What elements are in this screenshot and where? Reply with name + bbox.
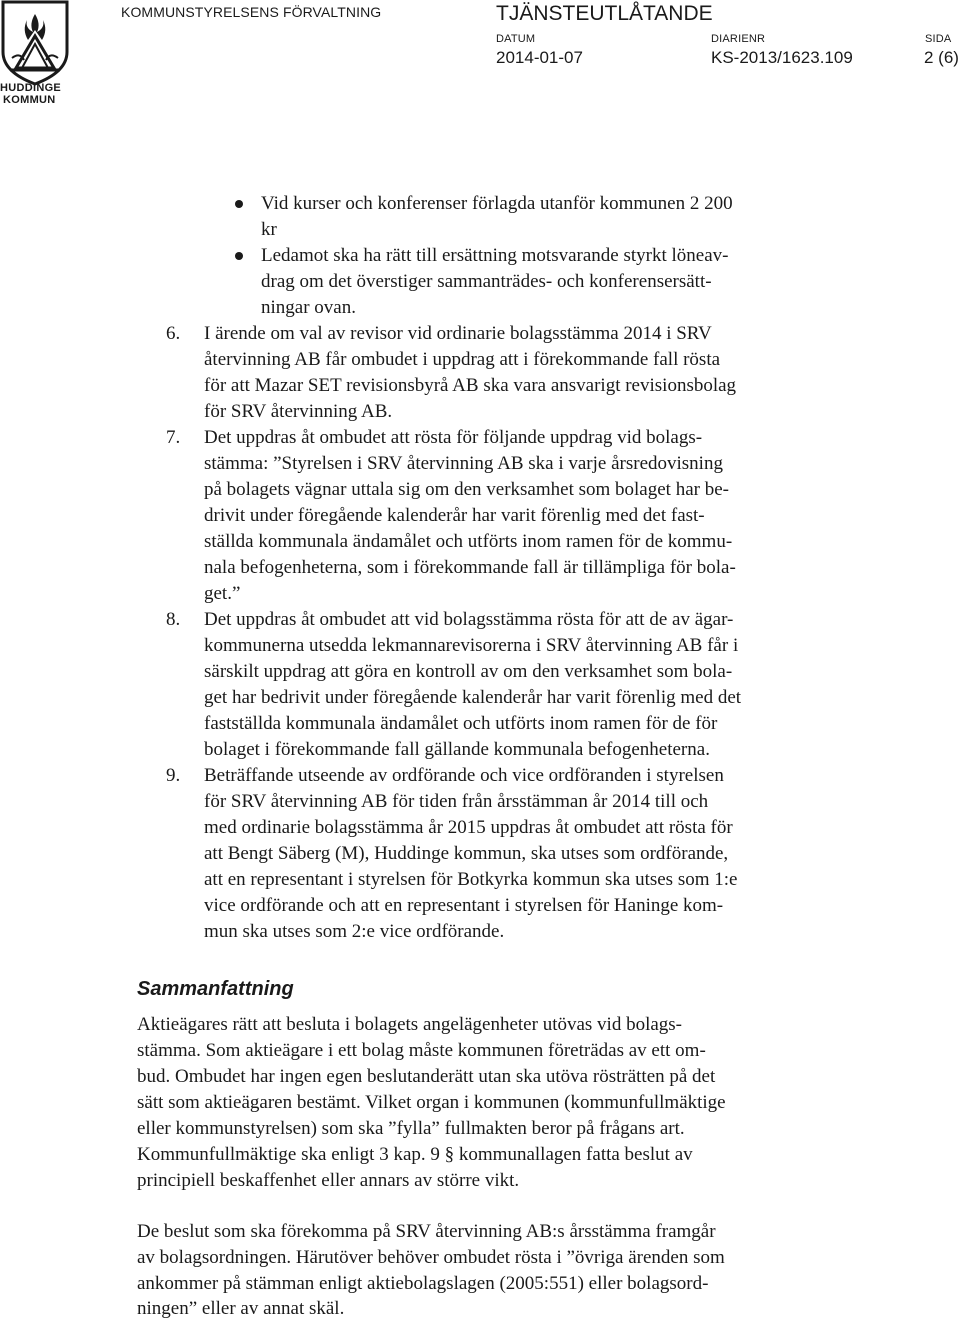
item-number: 7. [166, 427, 181, 448]
diary-number-value: KS-2013/1623.109 [711, 48, 853, 67]
item-number: 6. [166, 323, 181, 344]
organisation-name: KOMMUNSTYRELSENS FÖRVALTNING [121, 4, 382, 20]
text-line: Ledamot ska ha rätt till ersättning motsvarande styrkt löneav- [261, 245, 729, 266]
text-line: kommunerna utsedda lekmannarevisorerna i SRV återvinning AB får i [204, 635, 739, 656]
text-line: nala befogenheterna, som i förekommande fall är tillämpliga för bola- [204, 557, 736, 578]
text-line: I ärende om val av revisor vid ordinarie bolagsstämma 2014 i SRV [204, 323, 712, 344]
date-label: DATUM [496, 33, 536, 45]
text-line: stämma. Som aktieägare i ett bolag måste kommunen företrädas av ett om- [137, 1040, 706, 1061]
section-heading-summary: Sammanfattning [137, 978, 294, 1000]
text-line: med ordinarie bolagsstämma år 2015 uppdras åt ombudet att rösta för [204, 817, 733, 838]
page-number: 2 (6) [924, 48, 959, 67]
bullet-icon [235, 200, 243, 208]
text-line: mun ska utses som 2:e vice ordförande. [204, 921, 505, 942]
text-line: på bolagets vägnar uttala sig om den verksamhet som bolaget har be- [204, 479, 729, 500]
text-line: stämma: ”Styrelsen i SRV återvinning AB ska i varje årsredovisning [204, 453, 723, 474]
text-line: att Bengt Säberg (M), Huddinge kommun, ska utses som ordförande, [204, 843, 729, 864]
text-line: bud. Ombudet har ingen egen beslutanderätt utan ska utöva rösträtten på det [137, 1066, 716, 1087]
text-line: ankommer på stämman enligt aktiebolagslagen (2005:551) eller bolagsord- [137, 1273, 709, 1294]
text-line: Kommunfullmäktige ska enligt 3 kap. 9 § kommunallagen fatta beslut av [137, 1144, 693, 1165]
text-line: drag om det överstiger sammanträdes- och konferensersätt- [261, 271, 712, 292]
text-line: ställda kommunala ändamålet och utförts inom ramen för de kommu- [204, 531, 733, 552]
date-value: 2014-01-07 [496, 48, 583, 67]
text-line: get.” [204, 583, 241, 604]
text-line: De beslut som ska förekomma på SRV återvinning AB:s årsstämma framgår [137, 1221, 716, 1242]
text-line: särskilt uppdrag att göra en kontroll av om den verksamhet som bola- [204, 661, 733, 682]
text-line: drivit under föregående kalenderår har varit förenlig med det fast- [204, 505, 705, 526]
text-line: sätt som aktieägaren bestämt. Vilket organ i kommunen (kommunfullmäktige [137, 1092, 726, 1113]
text-line: fastställda kommunala ändamålet och utförts inom ramen för de för [204, 713, 718, 734]
text-line: Beträffande utseende av ordförande och vice ordföranden i styrelsen [204, 765, 724, 786]
text-line: återvinning AB får ombudet i uppdrag att i förekommande fall rösta [204, 349, 721, 370]
text-line: Det uppdras åt ombudet att rösta för följande uppdrag vid bolags- [204, 427, 703, 448]
text-line: Det uppdras åt ombudet att vid bolagsstämma rösta för att de av ägar- [204, 609, 734, 630]
logo-text-kommun: KOMMUN [3, 94, 56, 106]
text-line: av bolagsordningen. Härutöver behöver ombudet rösta i ”övriga ärenden som [137, 1247, 725, 1268]
page-label: SIDA [925, 33, 952, 45]
text-line: Vid kurser och konferenser förlagda utanför kommunen 2 200 [261, 193, 733, 214]
text-line: eller kommunstyrelsen) som ska ”fylla” fullmakten beror på frågans art. [137, 1118, 685, 1139]
municipality-logo [0, 0, 70, 108]
text-line: för SRV återvinning AB för tiden från årsstämman år 2014 till och [204, 791, 709, 812]
document-type: TJÄNSTEUTLÅTANDE [496, 2, 713, 25]
text-line: ningen” eller av annat skäl. [137, 1298, 345, 1319]
item-number: 8. [166, 609, 181, 630]
text-line: att en representant i styrelsen för Botkyrka kommun ska utses som 1:e [204, 869, 738, 890]
text-line: för att Mazar SET revisionsbyrå AB ska vara ansvarigt revisionsbolag [204, 375, 737, 396]
text-line: kr [261, 219, 277, 240]
text-line: vice ordförande och att en representant i styrelsen för Haninge kom- [204, 895, 724, 916]
logo-text-huddinge: HUDDINGE [0, 82, 62, 94]
text-line: get har bedrivit under föregående kalenderår har varit förenlig med det [204, 687, 742, 708]
text-line: bolaget i förekommande fall gällande kommunala befogenheterna. [204, 739, 710, 760]
diary-number-label: DIARIENR [711, 33, 766, 45]
text-line: för SRV återvinning AB. [204, 401, 393, 422]
bullet-icon [235, 252, 243, 260]
text-line: Aktieägares rätt att besluta i bolagets angelägenheter utövas vid bolags- [137, 1014, 683, 1035]
item-number: 9. [166, 765, 181, 786]
text-line: ningar ovan. [261, 297, 356, 318]
text-line: principiell beskaffenhet eller annars av större vikt. [137, 1170, 520, 1191]
